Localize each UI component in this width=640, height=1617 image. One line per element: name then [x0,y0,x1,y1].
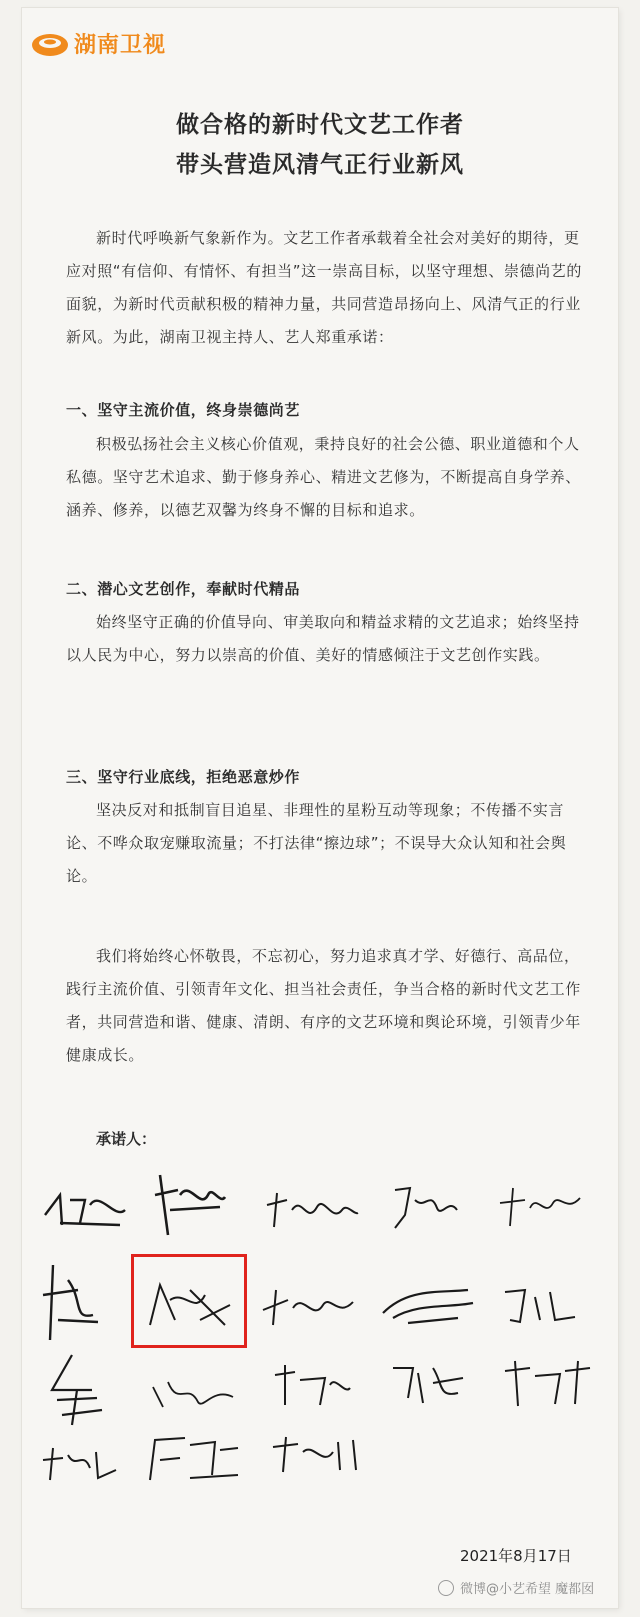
signature-1 [40,1185,130,1235]
closing-paragraph: 我们将始终心怀敬畏，不忘初心，努力追求真才学、好德行、高品位，践行主流价值、引领青年文化、担当社会责任，争当合格的新时代文艺工作者，共同营造和谐、健康、清朗、有序的文艺环境和舆论环境，引领青少年健康成长。 [66,947,581,1064]
section-1-body: 积极弘扬社会主义核心价值观，秉持良好的社会公德、职业道德和个人私德。坚守艺术追求、勤于修身养心、精进文艺修为，不断提高自身学养、涵养、修养，以德艺双馨为终身不懈的目标和追求。 [66,435,581,519]
section-1-heading: 一、坚守主流价值，终身崇德尚艺 [66,401,301,419]
pledger-label: 承诺人： [96,1130,157,1148]
intro-paragraph: 新时代呼唤新气象新作为。文艺工作者承载着全社会对美好的期待，更应对照“有信仰、有情怀、有担当”这一崇高目标，以坚守理想、崇德尚艺的面貌，为新时代贡献积极的精神力量，共同营造昂扬向上、风清气正的行业新风。为此，湖南卫视主持人、艺人郑重承诺： [66,229,582,346]
title-line-1: 做合格的新时代文艺工作者 [176,112,464,138]
hunan-tv-logo [30,28,166,59]
watermark [438,1578,594,1597]
signature-17 [140,1430,240,1485]
title-line-2: 带头营造风清气正行业新风 [176,152,464,178]
hunan-tv-logo-icon [30,30,70,58]
signature-12 [148,1372,238,1417]
signature-8 [258,1280,358,1330]
section-2-body: 始终坚守正确的价值导向、审美取向和精益求精的文艺追求；始终坚持以人民为中心，努力以崇高的价值、美好的情感倾注于文艺创作实践。 [66,613,580,664]
section-2-heading: 二、潜心文艺创作，奉献时代精品 [66,580,301,598]
signature-3 [262,1185,362,1235]
highlight-box [131,1254,247,1348]
date: 2021年8月17日 [460,1547,572,1565]
logo-text: 湖南卫视 [74,33,167,58]
signature-5 [495,1178,585,1233]
signature-14 [388,1358,468,1408]
signature-6 [38,1260,108,1350]
signature-11 [42,1350,112,1430]
signature-15 [500,1356,595,1411]
signature-4 [385,1180,465,1235]
signature-2 [150,1165,230,1240]
signature-16 [38,1440,118,1485]
signature-10 [500,1282,580,1327]
section-3-heading: 三、坚守行业底线，拒绝恶意炒作 [66,768,301,786]
weibo-icon [438,1580,454,1596]
signature-9 [378,1278,478,1328]
signature-13 [270,1360,355,1415]
signature-18 [268,1432,363,1477]
section-3-body: 坚决反对和抵制盲目追星、非理性的星粉互动等现象；不传播不实言论、不哗众取宠赚取流量；不打法律“擦边球”；不误导大众认知和社会舆论。 [66,801,567,885]
watermark-text: 微博@小艺希望 魔都囡 [460,1582,595,1597]
